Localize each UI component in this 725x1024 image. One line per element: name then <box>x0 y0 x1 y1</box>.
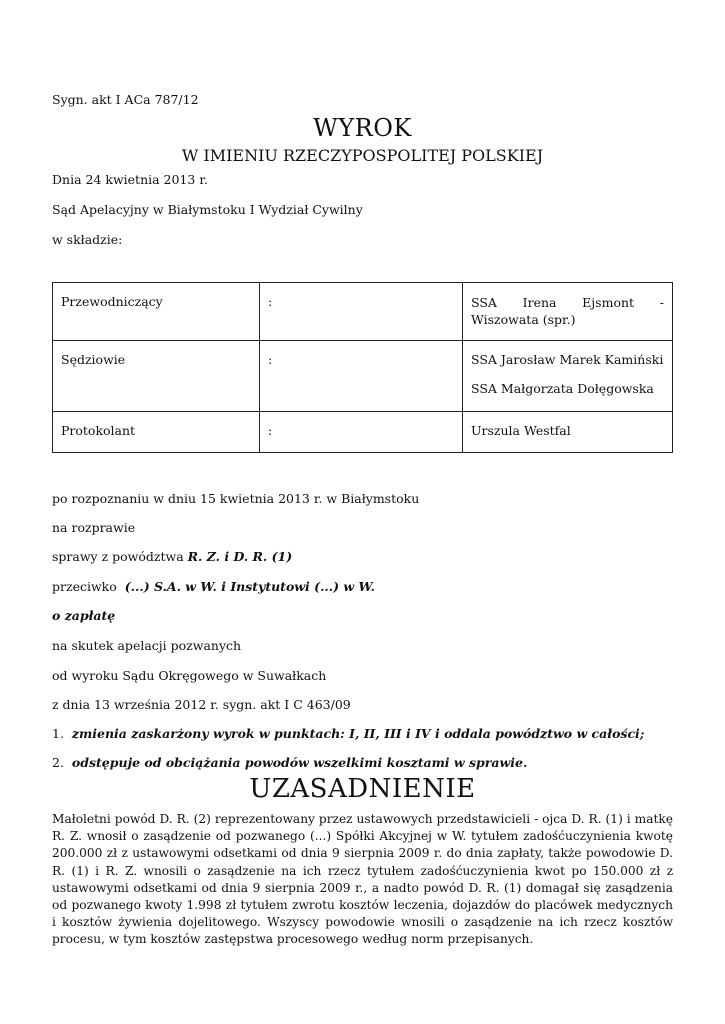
justification-paragraph: Małoletni powód D. R. (2) reprezentowany przez ustawowych przedstawicieli - ojca D. R. (1) i matkę R. Z. wnosił o zasądzenie od pozwanego (...) Spółki Akcyjnej w W. tytułem zadośćuczynienia kwotę 200.000 zł z ustawowymi odsetkami od dnia 9 sierpnia 2009 r. do dnia zapłaty, także powodowie D. R. (1) i R. Z. wnosili o zasądzenie na ich rzecz tytułem zadośćuczynienia kwot po 150.000 zł z ustawowymi odsetkami od dnia 9 sierpnia 2009 r., a nadto powód D. R. (1) domagał się zasądzenia od pozwanego kwoty 1.998 zł tytułem zwrotu kosztów leczenia, dojazdów do placówek medycznych i kosztów żywienia dojelitowego. Wszyscy powodowie wnosili o zasądzenie na ich rzecz kosztów procesu, w tym kosztów zastępstwa procesowego według norm przepisanych. <box>52 812 673 947</box>
claim-prefix: sprawy z powództwa <box>52 549 188 564</box>
justification-heading: UZASADNIENIE <box>249 774 476 804</box>
ruling-text: odstępuje od obciążania powodów wszelkimi kosztami w sprawie. <box>71 755 528 770</box>
judge-name: SSA Małgorzata Dołęgowska <box>471 381 654 396</box>
panel-names <box>463 341 673 412</box>
panel-role: Protokolant <box>53 412 260 453</box>
claimants: R. Z. i D. R. (1) <box>187 549 293 564</box>
court-panel-table <box>52 282 673 453</box>
panel-names <box>463 412 673 453</box>
ruling-text: zmienia zaskarżony wyrok w punktach: I, II, III i IV i oddala powództwo w całości; <box>71 726 645 741</box>
judge-name: SSA Jarosław Marek Kamiński <box>471 352 664 367</box>
ruling-number: 2. <box>52 755 64 770</box>
panel-separator: : <box>260 283 463 341</box>
ruling-item <box>52 726 644 741</box>
judgment-date: Dnia 24 kwietnia 2013 r. <box>52 172 208 187</box>
document-subtitle: W IMIENIU RZECZYPOSPOLITEJ POLSKIEJ <box>181 146 544 165</box>
panel-row-chair <box>53 283 673 341</box>
heard-info: po rozpoznaniu w dniu 15 kwietnia 2013 r. w Białymstoku <box>52 491 420 506</box>
against-prefix: przeciwko <box>52 579 121 594</box>
claim-line <box>52 549 292 564</box>
panel-row-clerk <box>53 412 673 453</box>
judgment-source: od wyroku Sądu Okręgowego w Suwałkach <box>52 668 327 683</box>
court-name: Sąd Apelacyjny w Białymstoku I Wydział Cywilny <box>52 202 363 217</box>
panel-separator: : <box>260 341 463 412</box>
judgment-source-date: z dnia 13 września 2012 r. sygn. akt I C 463/09 <box>52 697 351 712</box>
panel-row-judges <box>53 341 673 412</box>
appeal-info: na skutek apelacji pozwanych <box>52 638 242 653</box>
panel-role: Przewodniczący <box>53 283 260 341</box>
panel-names <box>463 283 673 341</box>
case-signature: Sygn. akt I ACa 787/12 <box>52 92 199 107</box>
against-line <box>52 579 375 594</box>
hearing-info: na rozprawie <box>52 520 136 535</box>
ruling-number: 1. <box>52 726 64 741</box>
panel-separator: : <box>260 412 463 453</box>
document-title: WYROK <box>313 114 412 142</box>
ruling-item <box>52 755 527 770</box>
defendants: (...) S.A. w W. i Instytutowi (...) w W. <box>124 579 375 594</box>
case-subject: o zapłatę <box>52 608 116 623</box>
clerk-name: Urszula Westfal <box>471 423 571 438</box>
panel-role: Sędziowie <box>53 341 260 412</box>
composition-label: w składzie: <box>52 232 123 247</box>
judge-name: SSA Irena Ejsmont - Wiszowata (spr.) <box>471 295 664 327</box>
